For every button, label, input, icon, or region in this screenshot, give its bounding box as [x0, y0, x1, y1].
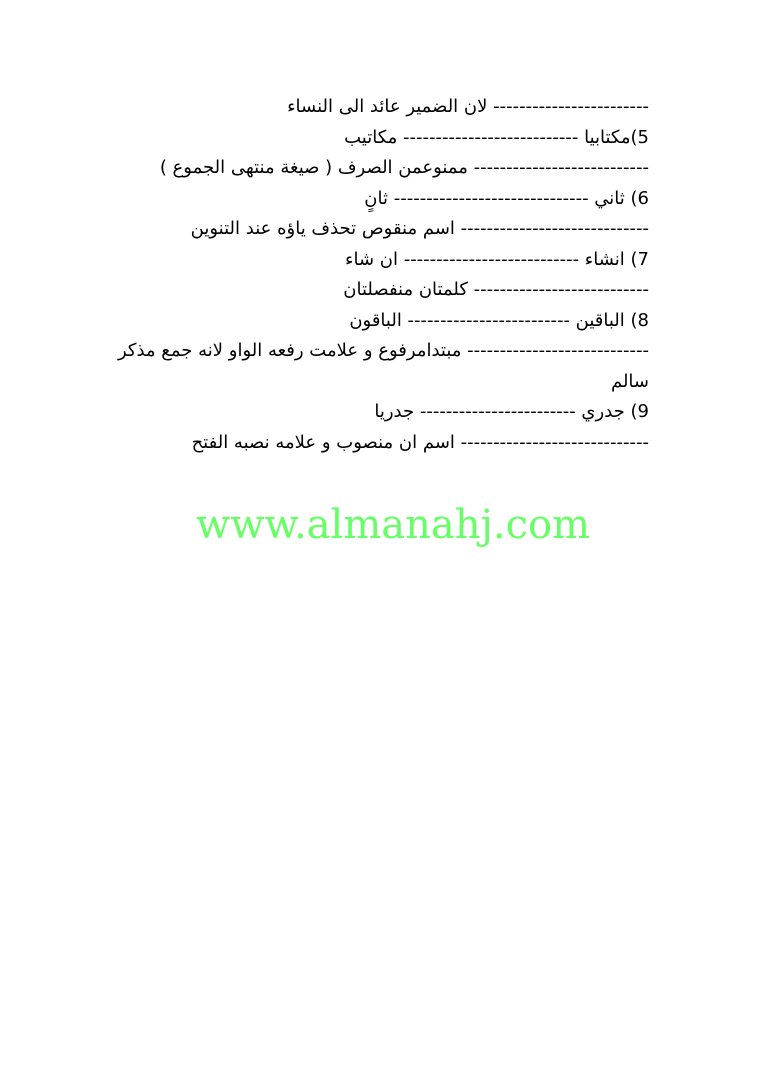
answer-line: 7) انشاء --------------------------- ان شاء	[345, 248, 649, 270]
answer-line: 8) الباقين ------------------------- الباقون	[349, 309, 649, 331]
answer-line: --------------------------- ممنوعمن الصرف ( صيغة منتهى الجموع )	[159, 157, 649, 178]
answer-line: ----------------------------- اسم ان منصوب و علامه نصبه الفتح	[191, 431, 649, 453]
answer-line: 6) ثاني ------------------------------ ثانٍ	[364, 187, 649, 209]
answer-line: ------------------------ لان الضمير عائد الى النساء	[287, 96, 649, 117]
answer-line: --------------------------- كلمتان منفصلتان	[343, 279, 649, 300]
watermark-text: www.almanahj.com	[196, 502, 591, 548]
answer-line: 9) جدري ------------------------ جدريا	[374, 401, 649, 422]
answer-line: ---------------------------- مبتدامرفوع و علامت رفعه الواو لانه جمع مذكر سالم	[117, 340, 649, 392]
answer-line: ----------------------------- اسم منقوص تحذف ياؤه عند التنوين	[190, 218, 649, 239]
answer-line: 5)مكتابيا --------------------------- مكاتيب	[344, 126, 649, 148]
document-body	[110, 92, 649, 458]
